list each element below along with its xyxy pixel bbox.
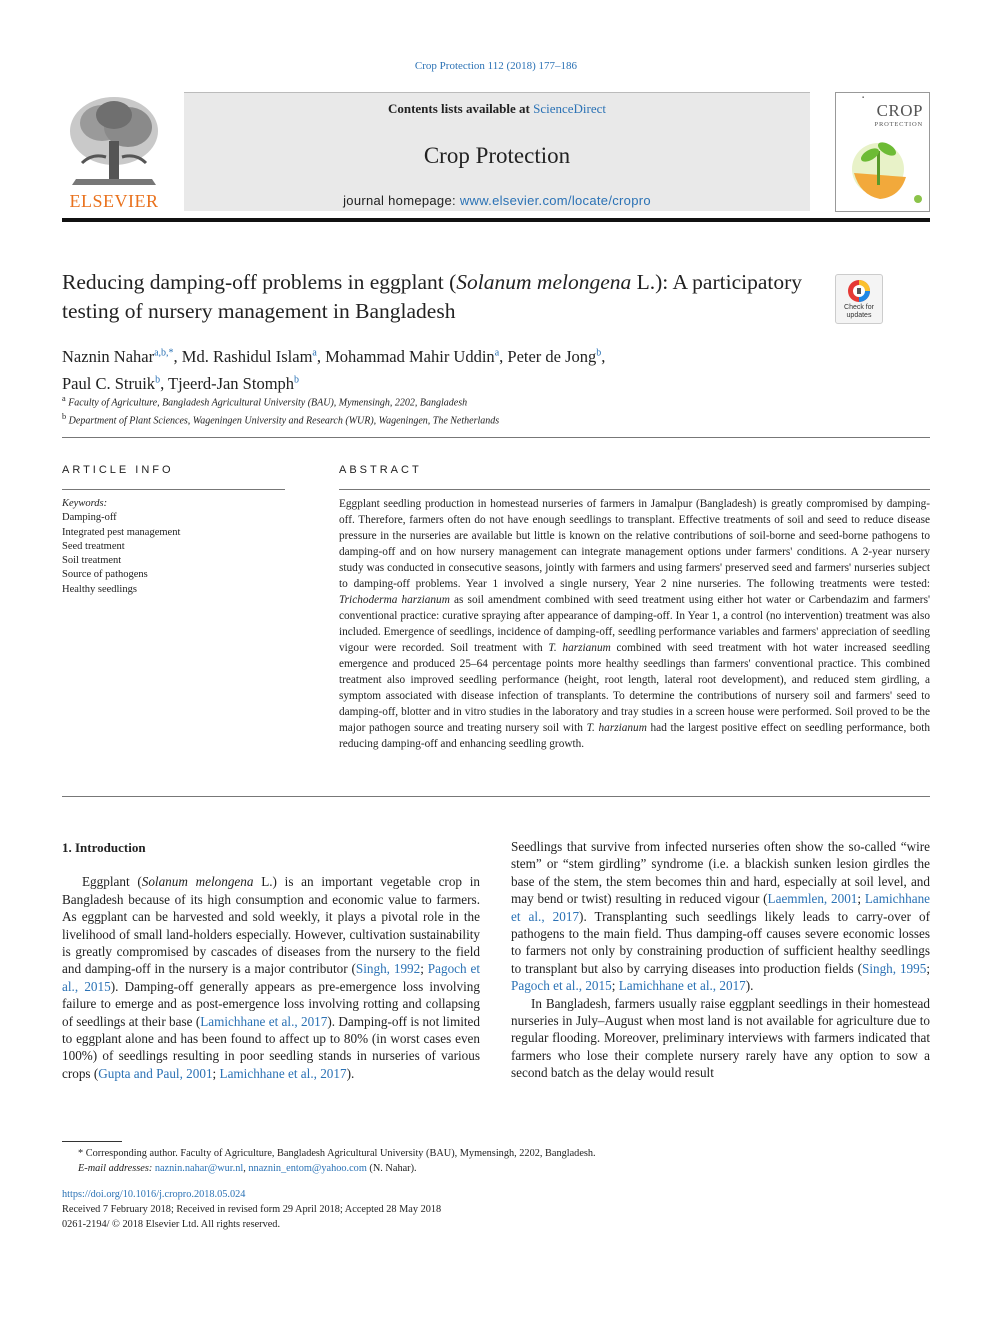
author[interactable]: Peter de Jong$^b$,	[507, 346, 606, 366]
homepage-link[interactable]: www.elsevier.com/locate/cropro	[459, 193, 651, 208]
author-list	[62, 341, 822, 396]
elsevier-wordmark: ELSEVIER	[69, 191, 159, 211]
title-part-2: L.): A participatory testing of nursery management in Bangladesh	[62, 270, 803, 323]
journal-citation[interactable]: Crop Protection 112 (2018) 177–186	[414, 60, 578, 72]
abstract-text: Eggplant seedling production in homestead nurseries of farmers in Jamalpur (Bangladesh) is greatly compromised by damping-off. Therefore, farmers often do not have enough seedlings to transplant. Effective treatments of soil and seed to reduce disease pressure in the nurseries are available but little is known on the relative contributions of soil-borne and seed-borne pathogens to damping-off and on how nursery management can integrate management options under farmers' conditions. A 2-year nursery study was conducted in consecutive seasons, jointly with farmers and using farmers' preserved seed and farmers' nurseries subject to damping-off problems. Year 1 involved a single nursery, Year 2 nine nurseries. The following treatments were tested: Trichoderma harzianum as soil amendment combined with seed treatment using either hot water or Carbendazim and farmers' conventional practice: curative spraying after appearance of damping-off. In Year 1, a control (no intervention) treatment was also included. Emergence of seedlings, incidence of damping-off, seedling performance variables and farmers' appreciation of seedling vigour were recorded. Soil treatment with T. harzianum combined with seed treatment with hot water increased seedling emergence and produced 25–64 percentage points more healthy seedlings than farmers' conventional practice. This combined treatment also improved seedling performance (height, root length, lateral root development), and reduced stem girdling, a symptom associated with disease infection of transplants. To determine the contributions of nursery soil and farmers' seed to damping-off, blotter and in vitro studies in the laboratory and tray studies in a screen house were performed. Soil proved to be the major pathogen source and treating nursery soil with T. harzianum had the largest positive effect on seedling performance, both reducing damping-off and enhancing seedling growth.	[339, 498, 931, 750]
sciencedirect-link[interactable]: ScienceDirect	[533, 101, 607, 116]
footnote	[62, 1146, 930, 1176]
section-heading: 1. Introduction	[62, 840, 146, 855]
keyword: Source of pathogens	[62, 569, 148, 581]
publication-info	[62, 1187, 930, 1232]
reference-link[interactable]: Pagoch et al., 2015	[511, 978, 612, 994]
paragraph: In Bangladesh, farmers usually raise eggplant seedlings in their homestead nurseries in July–August when most land is not available for agriculture due to regular flooding. Moreover, preliminary interviews with farmers indicated that farmers who lose their complete nursery rarely have any option to sow a second batch as the delay would result	[511, 995, 930, 1081]
body-column-left	[62, 839, 480, 1082]
corresponding-author-note: * Corresponding author. Faculty of Agriculture, Bangladesh Agricultural University (BAU), Mymensingh, 2202, Bangladesh.	[78, 1148, 596, 1159]
homepage-line	[184, 193, 810, 208]
reference-link[interactable]: Singh, 1992	[355, 961, 421, 977]
body-column-right	[511, 838, 930, 1082]
abstract-heading: ABSTRACT	[339, 464, 422, 476]
keywords-block	[62, 497, 292, 597]
reference-link[interactable]: Lamichhane et al., 2017	[511, 891, 931, 924]
divider	[62, 489, 285, 490]
reference-link[interactable]: Gupta and Paul, 2001	[98, 1065, 213, 1081]
paragraph: Seedlings that survive from infected nurseries often show the so-called “wire stem” or “stem girdling” syndrome (i.e. a blackish sunken lesion girdles the base of the stem, the stem becomes thin and hard, especially at soil level, and may bend or twist) resulting in reduced vigour (Laemmlen, 2001; Lamichhane et al., 2017). Transplanting such seedlings likely leads to carry-over of pathogens to the main field. Thus damping-off causes severe economic losses to farmers not only by constraining production of sufficient healthy seedlings to transplant but also by carrying diseases into production fields (Singh, 1995; Pagoch et al., 2015; Lamichhane et al., 2017).	[511, 839, 931, 994]
title-species: Solanum melongena	[456, 270, 632, 294]
journal-cover[interactable]	[835, 92, 930, 212]
homepage-prefix: journal homepage:	[343, 193, 460, 208]
author[interactable]: Paul C. Struik$^b$,	[62, 374, 169, 393]
reference-link[interactable]: Laemmlen, 2001	[767, 891, 858, 907]
journal-title: Crop Protection	[423, 143, 571, 168]
email-link[interactable]: naznin.nahar@wur.nl	[154, 1163, 244, 1174]
check-updates-label: Check for updates	[844, 304, 874, 319]
divider	[339, 489, 930, 490]
contents-line	[184, 101, 810, 117]
article-info-heading: ARTICLE INFO	[62, 464, 174, 476]
contents-prefix: Contents lists available at	[387, 101, 534, 116]
keyword: Soil treatment	[62, 555, 122, 567]
article-title	[62, 268, 822, 326]
author[interactable]: Tjeerd-Jan Stomph$^b$	[168, 374, 300, 393]
paragraph: Eggplant (Solanum melongena L.) is an important vegetable crop in Bangladesh because of its high consumption and economic value to farmers. As eggplant can be harvested and sold weekly, it plays a pivotal role in the livelihood of small land-holders especially. However, cultivation sustainability is greatly compromised by cascades of diseases from the nursery to the field and damping-off in the nursery is a major contributor (Singh, 1992; Pagoch et al., 2015). Damping-off generally appears as pre-emergence loss involving failure to emerge and as post-emergence loss involving rotting and collapsing of seedlings at their base (Lamichhane et al., 2017). Damping-off is not limited to eggplant alone and has been found to affect up to 80% (in worst cases even 100%) of seedlings resulting in poor seedling stands in nurseries of various crops (Gupta and Paul, 2001; Lamichhane et al., 2017).	[62, 874, 480, 1081]
journal-header-box	[184, 92, 810, 211]
reference-link[interactable]: Lamichhane et al., 2017	[618, 978, 746, 994]
reference-link[interactable]: Pagoch et al., 2015	[62, 961, 480, 994]
reference-link[interactable]: Lamichhane et al., 2017	[219, 1065, 347, 1081]
cover-title-protection: PROTECTION	[874, 121, 923, 128]
affiliations	[62, 392, 922, 429]
elsevier-logo[interactable]	[62, 93, 166, 213]
affiliation-b: $^b$ Department of Plant Sciences, Wageningen University and Research (WUR), Wageningen, The Netherlands	[62, 412, 500, 427]
header-rule	[62, 218, 930, 222]
keyword: Healthy seedlings	[62, 583, 137, 595]
cover-number-icon: ▪	[862, 95, 865, 101]
email-link[interactable]: nnaznin_entom@yahoo.com	[248, 1163, 367, 1174]
title-part-1: Reducing damping-off problems in eggplant (	[62, 270, 457, 294]
keyword: Integrated pest management	[62, 526, 181, 538]
reference-link[interactable]: Singh, 1995	[861, 960, 927, 976]
keyword: Seed treatment	[62, 540, 125, 552]
cover-title-crop: CROP	[876, 101, 923, 120]
affiliation-a: $^a$ Faculty of Agriculture, Bangladesh Agricultural University (BAU), Mymensingh, 2202, Bangladesh	[62, 394, 468, 409]
keywords-label: Keywords:	[62, 498, 108, 509]
keyword: Damping-off	[62, 512, 117, 524]
author[interactable]: Mohammad Mahir Uddin$^a$,	[325, 346, 508, 366]
seedling-icon	[840, 133, 926, 207]
reference-link[interactable]: Lamichhane et al., 2017	[200, 1013, 328, 1029]
copyright: 0261-2194/ © 2018 Elsevier Ltd. All rights reserved.	[62, 1219, 281, 1230]
divider	[62, 796, 930, 797]
divider	[62, 437, 930, 438]
doi-link[interactable]: https://doi.org/10.1016/j.cropro.2018.05.024	[62, 1189, 246, 1200]
email-line: E-mail addresses: naznin.nahar@wur.nl, nnaznin_entom@yahoo.com (N. Nahar).	[78, 1163, 417, 1174]
received-dates: Received 7 February 2018; Received in revised form 29 April 2018; Accepted 28 May 2018	[62, 1204, 442, 1215]
author[interactable]: Md. Rashidul Islam$^a$,	[181, 346, 326, 366]
check-updates-icon	[847, 279, 871, 303]
author[interactable]: Naznin Nahar$^{a,b,*}$,	[62, 346, 182, 366]
footnote-rule	[62, 1141, 122, 1142]
check-for-updates-button[interactable]	[835, 274, 883, 324]
